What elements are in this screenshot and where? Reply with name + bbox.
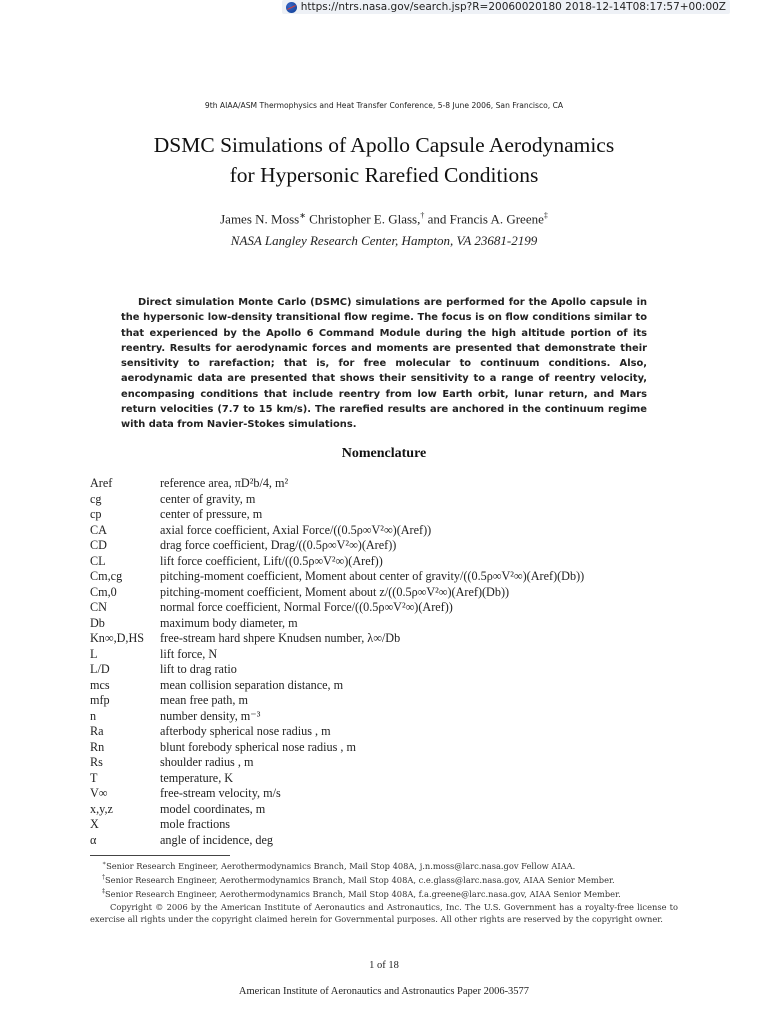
footnote-2-mark: † <box>102 874 105 882</box>
nomenclature-symbol: V∞ <box>90 786 108 800</box>
page-number: 1 of 18 <box>369 960 399 971</box>
nomenclature-row <box>90 631 730 647</box>
nomenclature-symbol: L <box>90 646 98 661</box>
footnote-1-mark: ∗ <box>102 860 107 867</box>
nomenclature-symbol: L/D <box>90 662 110 676</box>
abstract: Direct simulation Monte Carlo (DSMC) simulations are performed for the Apollo capsule in the hypersonic low-density transitional flow regime. The focus is on flow conditions similar to that experienced by the Apollo 6 Command Module during the high altitude portion of its reentry. Results for aerodynamic forces and moments are presented that demonstrate their sensitivity to rarefaction; that is, for free molecular to continuum conditions. Also, aerodynamic data are presented that shows their sensitivity to a range of reentry velocity, encompasing conditions that include reentry from low Earth orbit, lunar return, and Mars return velocities (7.7 to 15 km/s). The rarefied results are anchored in the continuum regime with data from Navier-Stokes simulations. <box>121 297 647 431</box>
nomenclature-symbol: CL <box>90 553 106 568</box>
nomenclature-symbol: Rn <box>90 739 105 754</box>
nomenclature-row <box>90 554 730 570</box>
title-line-2: for Hypersonic Rarefied Conditions <box>229 163 539 187</box>
nomenclature-definition: temperature, K <box>160 770 234 785</box>
nomenclature-symbol: CD <box>90 538 107 552</box>
nomenclature-definition: axial force coefficient, Axial Force/((0.5ρ∞V²∞)(Aref)) <box>160 522 432 537</box>
author-1-mark: ∗ <box>299 211 306 220</box>
url-banner-text[interactable]: https://ntrs.nasa.gov/search.jsp?R=20060020180 2018-12-14T08:17:57+00:00Z <box>300 1 726 13</box>
footnote-1-text: Senior Research Engineer, Aerothermodynamics Branch, Mail Stop 408A, j.n.moss@larc.nasa.gov Fellow AIAA. <box>106 860 576 871</box>
footnote-1 <box>90 858 678 872</box>
conference-line: 9th AIAA/ASM Thermophysics and Heat Transfer Conference, 5-8 June 2006, San Francisco, CA <box>204 101 564 110</box>
nomenclature-symbol: CN <box>90 600 107 614</box>
footnote-3-mark: ‡ <box>102 888 105 896</box>
nomenclature-definition: free-stream velocity, m/s <box>160 786 281 800</box>
nomenclature-row <box>90 755 730 771</box>
nomenclature-symbol: Cm,0 <box>90 584 117 599</box>
nomenclature-symbol: Db <box>90 615 105 630</box>
nomenclature-symbol: mcs <box>90 677 110 692</box>
author-1: James N. Moss <box>220 211 300 227</box>
nomenclature-definition: model coordinates, m <box>160 801 266 816</box>
nomenclature-definition: drag force coefficient, Drag/((0.5ρ∞V²∞)(Aref)) <box>160 538 397 552</box>
nomenclature-row <box>90 523 730 539</box>
nomenclature-row <box>90 647 730 663</box>
nomenclature-row <box>90 833 730 849</box>
copyright-notice: Copyright © 2006 by the American Institute of Aeronautics and Astronautics, Inc. The U.S. Government has a royalty-free license to exercise all rights under the copyright claimed herein for Governmental purposes. All other rights are reserved by the copyright owner. <box>90 901 678 924</box>
nomenclature-row <box>90 569 730 585</box>
nomenclature-row <box>90 585 730 601</box>
nomenclature-symbol: x,y,z <box>90 801 113 816</box>
nomenclature-definition: lift force coefficient, Lift/((0.5ρ∞V²∞)(Aref)) <box>160 553 383 568</box>
nomenclature-row <box>90 616 730 632</box>
nasa-logo-icon <box>286 2 297 13</box>
nomenclature-definition: mole fractions <box>160 817 231 831</box>
title-line-1: DSMC Simulations of Apollo Capsule Aerodynamics <box>153 133 615 157</box>
nomenclature-row <box>90 693 730 709</box>
nomenclature-definition: center of gravity, m <box>160 491 256 506</box>
nomenclature-definition: lift to drag ratio <box>160 662 237 676</box>
nomenclature-definition: center of pressure, m <box>160 507 263 521</box>
nomenclature-row <box>90 740 730 756</box>
nomenclature-row <box>90 817 730 833</box>
footnote-2-text: Senior Research Engineer, Aerothermodynamics Branch, Mail Stop 408A, c.e.glass@larc.nasa.gov, AIAA Senior Member. <box>105 874 615 885</box>
footnote-divider <box>90 855 230 856</box>
nomenclature-definition: normal force coefficient, Normal Force/((0.5ρ∞V²∞)(Aref)) <box>160 600 453 614</box>
nomenclature-definition: lift force, N <box>160 646 218 661</box>
nomenclature-definition: free-stream hard shpere Knudsen number, λ∞/Db <box>160 631 401 645</box>
nomenclature-row <box>90 662 730 678</box>
nomenclature-list <box>90 476 730 848</box>
author-list <box>0 211 768 227</box>
nomenclature-symbol: T <box>90 770 98 785</box>
author-3-mark: ‡ <box>543 211 548 220</box>
nomenclature-row <box>90 802 730 818</box>
nomenclature-symbol: α <box>90 832 97 847</box>
footnote-2 <box>90 872 678 886</box>
footnotes <box>90 858 678 925</box>
nomenclature-row <box>90 771 730 787</box>
footnote-3-text: Senior Research Engineer, Aerothermodynamics Branch, Mail Stop 408A, f.a.greene@larc.nasa.gov, AIAA Senior Member. <box>105 889 621 900</box>
author-3: and Francis A. Greene <box>427 211 544 227</box>
nomenclature-row <box>90 600 730 616</box>
nomenclature-definition: number density, m⁻³ <box>160 708 261 723</box>
url-banner[interactable] <box>282 0 730 14</box>
nomenclature-definition: pitching-moment coefficient, Moment about center of gravity/((0.5ρ∞V²∞)(Aref)(Db)) <box>160 569 585 583</box>
nomenclature-definition: shoulder radius , m <box>160 755 254 769</box>
nomenclature-symbol: Kn∞,D,HS <box>90 631 145 645</box>
nomenclature-symbol: CA <box>90 522 107 537</box>
nomenclature-row <box>90 492 730 508</box>
nomenclature-definition: angle of incidence, deg <box>160 832 274 847</box>
nomenclature-definition: blunt forebody spherical nose radius , m <box>160 739 356 754</box>
nomenclature-row <box>90 786 730 802</box>
nomenclature-symbol: Ra <box>90 724 104 738</box>
nomenclature-definition: mean collision separation distance, m <box>160 677 344 692</box>
nomenclature-row <box>90 724 730 740</box>
nomenclature-symbol: n <box>90 708 97 723</box>
author-2-mark: † <box>420 211 425 220</box>
nomenclature-symbol: Rs <box>90 755 103 769</box>
nomenclature-definition: pitching-moment coefficient, Moment about z/((0.5ρ∞V²∞)(Aref)(Db)) <box>160 584 510 599</box>
nomenclature-heading: Nomenclature <box>341 446 427 461</box>
nomenclature-definition: mean free path, m <box>160 693 248 707</box>
nomenclature-symbol: mfp <box>90 693 110 707</box>
nomenclature-definition: afterbody spherical nose radius , m <box>160 724 331 738</box>
page-footer: American Institute of Aeronautics and Astronautics Paper 2006-3577 <box>238 986 530 997</box>
nomenclature-row <box>90 476 730 492</box>
footnote-3 <box>90 886 678 900</box>
nomenclature-symbol: Aref <box>90 476 113 490</box>
author-2: Christopher E. Glass, <box>309 211 421 227</box>
paper-title <box>0 130 768 190</box>
affiliation: NASA Langley Research Center, Hampton, VA 23681-2199 <box>230 233 538 248</box>
nomenclature-symbol: X <box>90 817 99 831</box>
nomenclature-definition: maximum body diameter, m <box>160 615 298 630</box>
nomenclature-symbol: cp <box>90 507 102 521</box>
nomenclature-symbol: Cm,cg <box>90 569 123 583</box>
nomenclature-row <box>90 538 730 554</box>
nomenclature-row <box>90 709 730 725</box>
nomenclature-symbol: cg <box>90 491 102 506</box>
nomenclature-row <box>90 507 730 523</box>
nomenclature-row <box>90 678 730 694</box>
nomenclature-definition: reference area, πD²b/4, m² <box>160 476 289 490</box>
